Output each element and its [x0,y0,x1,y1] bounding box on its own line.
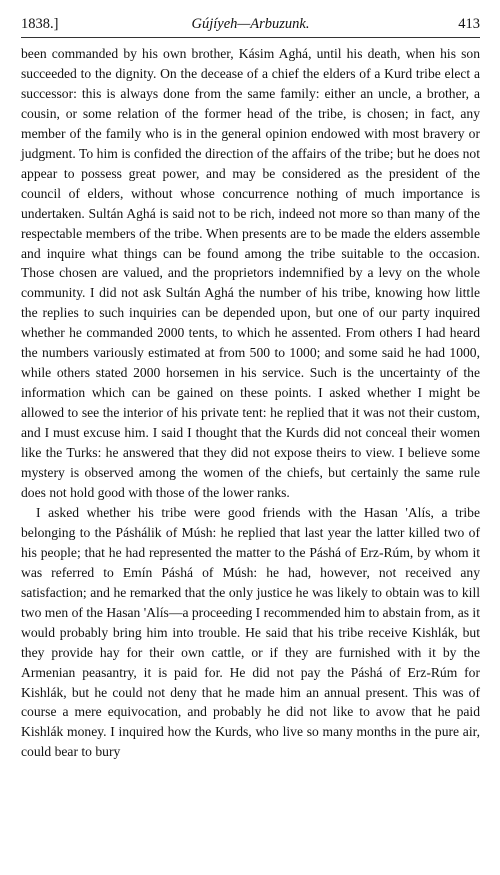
page-number: 413 [458,16,480,32]
header-title: Gújíyeh—Arbuzunk. [191,16,310,32]
header-rule [21,37,480,38]
body-text [21,44,480,762]
paragraph-2: I asked whether his tribe were good friends with the Hasan 'Alís, a tribe belonging to the Páshálik of Músh: he replied that last year the latter killed two of his people; that he had represented the matter to the Páshá of Erz-Rúm, by whom it was referred to Emín Páshá of Músh: he had, however, not received any satisfaction; and he remarked that the only justice he was likely to obtain was to kill two men of the Hasan 'Alís—a proceeding I recommended him to abstain from, as it would probably bring him into trouble. He said that his tribe receive Kishlák, but they provide hay for their own cattle, or if they are furnished with it by the Armenian peasantry, it is paid for. He did not pay the Páshá of Erz-Rúm for Kishlák, but he could not deny that he made him an annual present. This was of course a mere equivocation, and probably he did not like to avow that he paid Kishlák money. I inquired how the Kurds, who live so many months in the pure air, could bear to bury [21,504,480,760]
header-year: 1838.] [21,16,59,32]
running-header [21,12,480,36]
paragraph-1: been commanded by his own brother, Kásim Aghá, until his death, when his son succeeded to the dignity. On the decease of a chief the elders of a Kurd tribe elect a successor: this is always done from the same family: either an uncle, a brother, a cousin, or some relation of the former head of the tribe, is chosen; in fact, any member of the family who is in the general opinion endowed with most bravery or judgment. To him is confided the direction of the affairs of the tribe; but he does not appear to possess great power, and may be considered as the president of the council of elders, without whose concurrence nothing of much importance is undertaken. Sultán Aghá is said not to be rich, indeed not more so than many of the respectable members of the tribe. When presents are to be made the elders assemble and inquire what things can be found among the tribe suitable to the occasion. Those chosen are valued, and the proprietors indemnified by a levy on the whole community. I did not ask Sultán Aghá the number of his tribe, knowing how little the replies to such inquiries can be depended upon, but one of our party inquired whether he commanded 2000 tents, to which he assented. From others I had heard the numbers variously estimated at from 500 to 1000; and some said he had 1000, while others stated 2000 horsemen in his service. Such is the uncertainty of the information which can be gained on these points. I asked whether I might be allowed to see the interior of his private tent: he replied that it was not their custom, and I must excuse him. I said I thought that the Kurds did not conceal their women like the Turks: he answered that they did not expose theirs to view. I believe some mystery is observed among the women of the chiefs, but certainly the same rule does not hold good with those of the lower ranks. [21,46,480,500]
